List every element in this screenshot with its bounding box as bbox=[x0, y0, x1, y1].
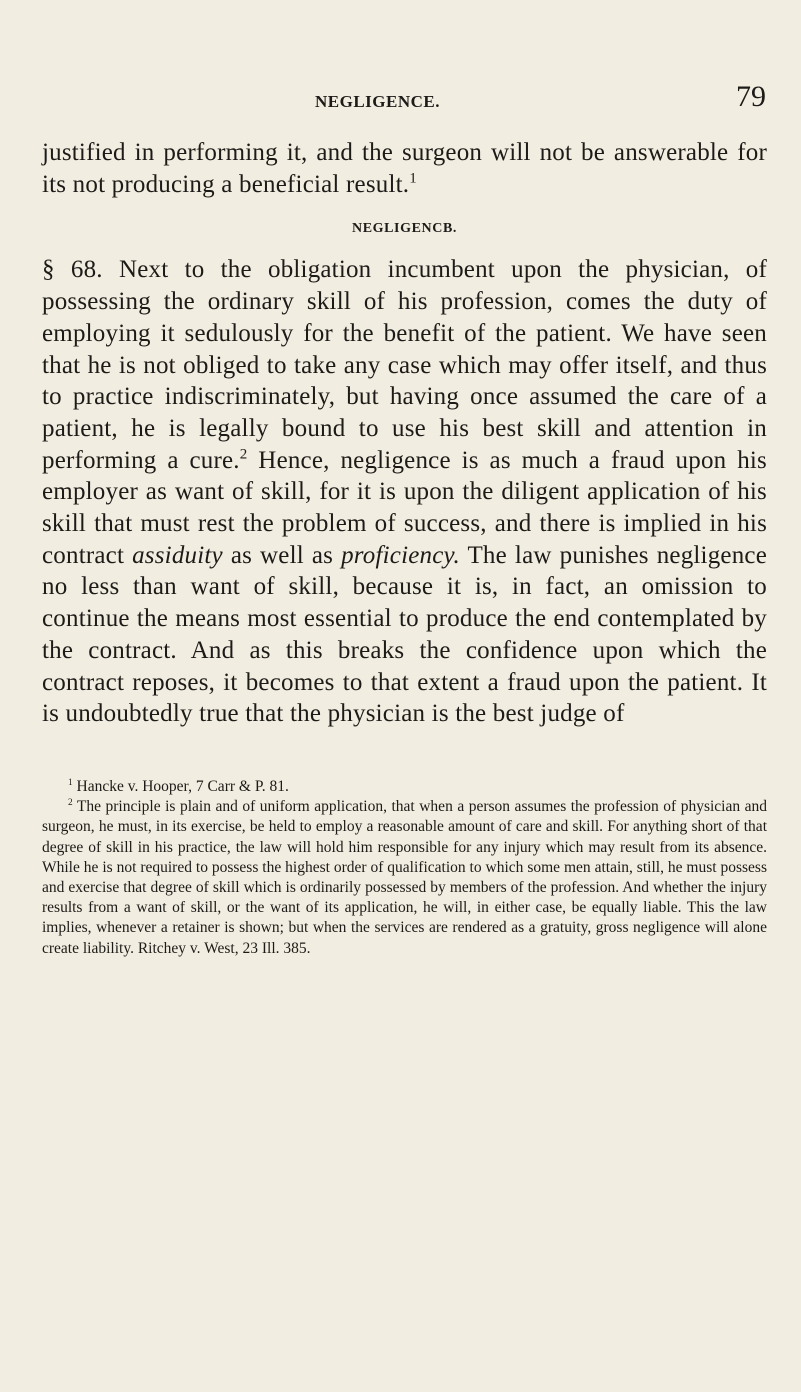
running-title: NEGLIGENCE. bbox=[315, 92, 440, 111]
emphasis-assiduity: assiduity bbox=[132, 541, 223, 569]
footnote-ref-1: 1 bbox=[409, 170, 417, 187]
footnote-1 bbox=[42, 777, 767, 797]
footnote-2 bbox=[42, 797, 767, 959]
para-text-4: The law punishes negligence no less than want of skill, because it is, in fact, an omission to continue the means most essential to produce the end contemplated by the contract. And as this breaks the confidence upon which the contract reposes, it becomes to that extent a fraud upon the patient. It is undoubtedly true that the physician is the best judge of bbox=[42, 541, 767, 728]
para-text-2: Hence, negligence is as much a fraud upon his employer as want of skill, for it is upon the diligent application of his skill that must rest the problem of success, and there is implied in his contract bbox=[42, 446, 767, 569]
footnote-2-text: The principle is plain and of uniform application, that when a person assumes the profession of physician and surgeon, he must, in its exercise, be held to employ a reasonable amount of care and skill. For anything short of that degree of skill in his practice, the law will hold him responsible for any injury which may result from its absence. While he is not required to possess the highest order of qualification to which some men attain, still, he must possess and exercise that degree of skill which is ordinarily possessed by members of the profession. And whether the injury results from a want of skill, or the want of its application, he will, in either case, be equally liable. This the law implies, whenever a retainer is shown; but when the services are rendered as a gratuity, gross negligence will alone create liability. Ritchey v. West, 23 Ill. 385. bbox=[42, 798, 767, 957]
footnote-ref-2: 2 bbox=[239, 446, 248, 463]
section-heading: NEGLIGENCB. bbox=[351, 221, 457, 237]
footnote-1-text: Hancke v. Hooper, 7 Carr & P. 81. bbox=[72, 778, 289, 795]
footnote-1-mark: 1 bbox=[68, 777, 73, 788]
opening-text: justified in performing it, and the surgeon will not be answerable for its not producing a beneficial result. bbox=[42, 139, 767, 198]
page-number: 79 bbox=[736, 80, 766, 113]
running-head bbox=[30, 80, 766, 124]
footnote-2-mark: 2 bbox=[68, 798, 73, 809]
section-68-paragraph bbox=[42, 254, 767, 730]
main-text bbox=[42, 137, 767, 730]
para-text-1: § 68. Next to the obligation incumbent upon the physician, of possessing the ordinary skill of his profession, comes the duty of employing it sedulously for the benefit of the patient. We have seen that he is not obliged to take any case which may offer itself, and thus to practice indiscriminately, but having once assumed the care of a patient, he is legally bound to use his best skill and attention in performing a cure. bbox=[42, 256, 767, 474]
opening-paragraph bbox=[42, 137, 767, 200]
para-text-3: as well as bbox=[222, 541, 342, 569]
emphasis-proficiency: proficiency. bbox=[341, 541, 460, 569]
footnotes bbox=[42, 777, 767, 959]
